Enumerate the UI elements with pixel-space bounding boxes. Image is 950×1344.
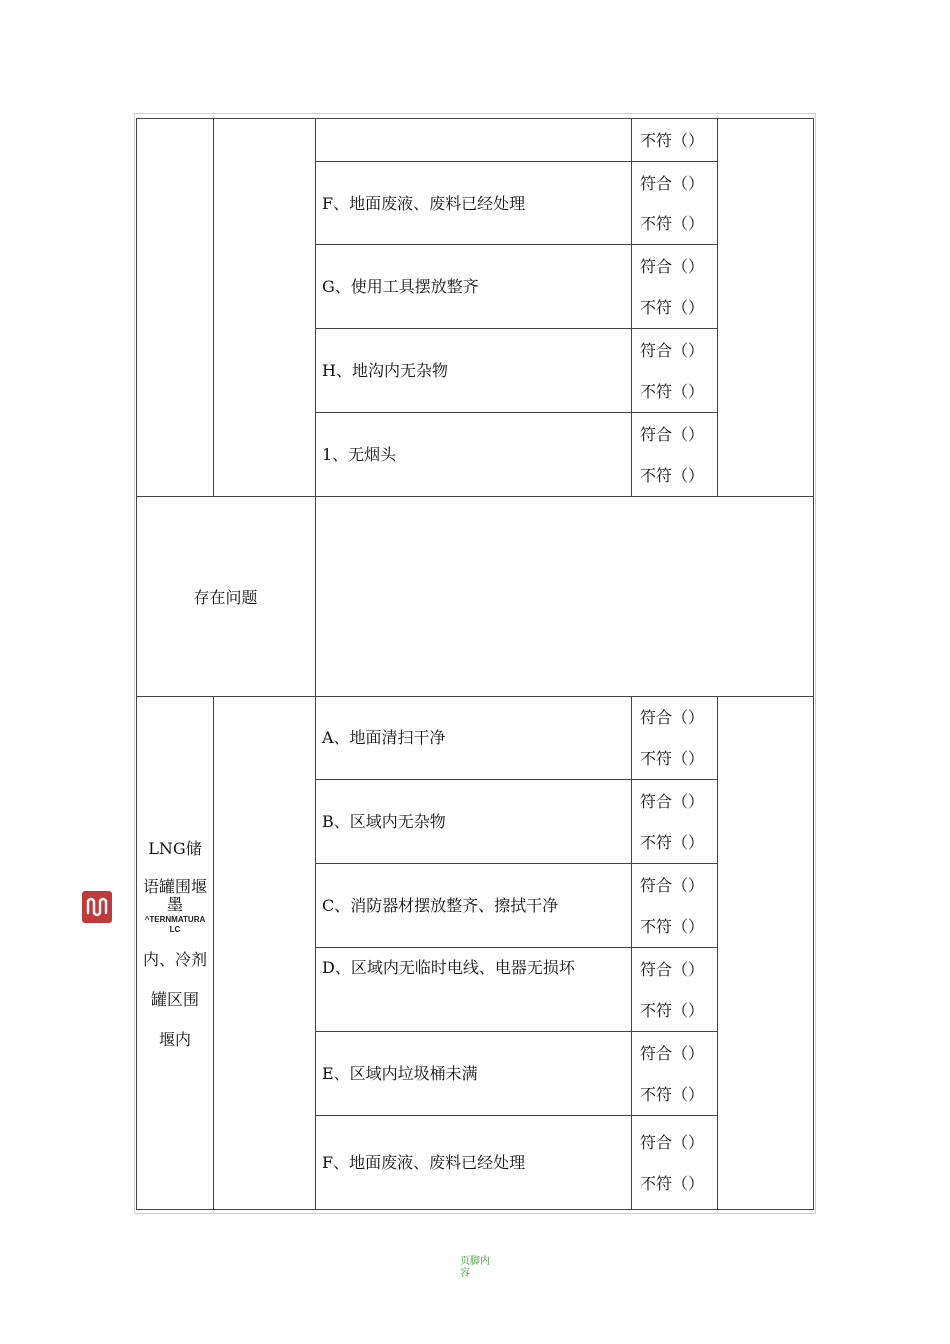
option-nonconform: 不符（）: [640, 1085, 705, 1104]
row-divider: [315, 863, 718, 864]
option-nonconform: 不符（）: [640, 1174, 705, 1193]
option-nonconform: 不符（）: [640, 131, 705, 150]
area-label: 内、冷剂: [142, 950, 207, 969]
row-divider: [315, 328, 718, 329]
check-item: H、地沟内无杂物: [322, 361, 448, 380]
option-conform: 符合（）: [640, 960, 705, 979]
section-divider: [136, 496, 814, 497]
page-footer: 页脚内容: [460, 1256, 490, 1279]
column-divider: [631, 696, 632, 1210]
row-divider: [315, 412, 718, 413]
option-nonconform: 不符（）: [640, 466, 705, 485]
inspection-table: [136, 118, 814, 1210]
check-item: D、区域内无临时电线、电器无损坏: [322, 958, 575, 977]
check-item: F、地面废液、废料已经处理: [322, 1153, 526, 1172]
option-conform: 符合（）: [640, 708, 705, 727]
area-label-garbled: ^TERNMATURA: [144, 915, 206, 924]
column-divider: [631, 118, 632, 496]
option-nonconform: 不符（）: [640, 749, 705, 768]
option-conform: 符合（）: [640, 876, 705, 895]
check-item: C、消防器材摆放整齐、擦拭干净: [322, 896, 559, 915]
check-item: A、地面清扫干净: [322, 728, 446, 747]
area-label-garbled: LC: [169, 925, 181, 934]
area-label: LNG储: [148, 839, 202, 858]
area-label: 语罐围堰墨: [142, 877, 207, 914]
check-item: 1、无烟头: [322, 445, 397, 464]
column-divider: [717, 118, 718, 496]
row-divider: [315, 947, 718, 948]
option-nonconform: 不符（）: [640, 1001, 705, 1020]
logo-icon: [82, 891, 112, 923]
table-top-border: [136, 118, 814, 119]
check-item: E、区域内垃圾桶未满: [322, 1064, 478, 1083]
option-nonconform: 不符（）: [640, 833, 705, 852]
column-divider: [213, 118, 214, 496]
watermark-logo: [82, 891, 112, 923]
table-right-border: [813, 118, 814, 1210]
table-bottom-border: [136, 1209, 814, 1210]
option-nonconform: 不符（）: [640, 917, 705, 936]
row-divider: [315, 161, 718, 162]
area-label: 堰内: [158, 1030, 191, 1049]
section-divider: [136, 696, 814, 697]
option-conform: 符合（）: [640, 341, 705, 360]
option-conform: 符合（）: [640, 425, 705, 444]
option-conform: 符合（）: [640, 792, 705, 811]
option-nonconform: 不符（）: [640, 382, 705, 401]
option-nonconform: 不符（）: [640, 298, 705, 317]
option-conform: 符合（）: [640, 1133, 705, 1152]
check-item: F、地面废液、废料已经处理: [322, 194, 526, 213]
row-divider: [315, 244, 718, 245]
column-divider: [315, 118, 316, 1210]
option-conform: 符合（）: [640, 257, 705, 276]
check-item: B、区域内无杂物: [322, 812, 446, 831]
column-divider: [717, 696, 718, 1210]
problems-label: 存在问题: [193, 588, 258, 607]
area-label: 罐区围: [150, 990, 199, 1009]
option-nonconform: 不符（）: [640, 214, 705, 233]
check-item: G、使用工具摆放整齐: [322, 277, 479, 296]
option-conform: 符合（）: [640, 1044, 705, 1063]
row-divider: [315, 1031, 718, 1032]
row-divider: [315, 779, 718, 780]
row-divider: [315, 1115, 718, 1116]
option-conform: 符合（）: [640, 174, 705, 193]
